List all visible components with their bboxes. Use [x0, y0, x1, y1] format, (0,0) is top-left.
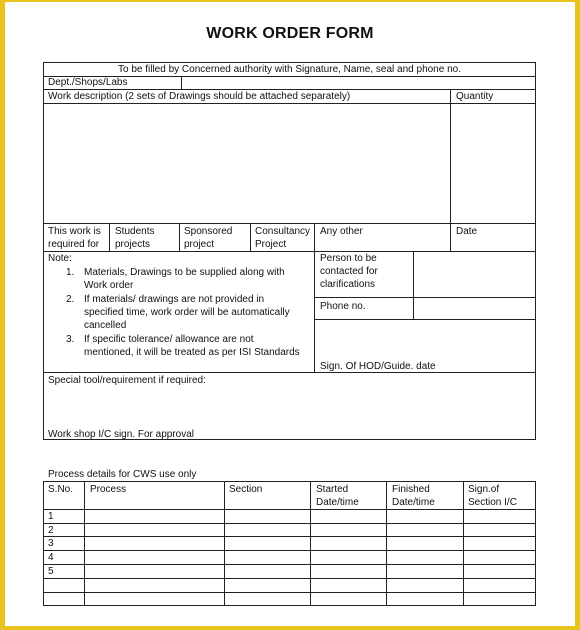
option-consultancy-project: Consultancy Project: [255, 226, 311, 250]
table-row-rule: [43, 481, 536, 482]
option-students-projects: Students projects: [115, 226, 155, 250]
note-item-1: Materials, Drawings to be supplied along with Work order: [84, 267, 285, 291]
rule: [179, 223, 180, 252]
row-number: 2: [48, 525, 54, 536]
table-row-rule: [43, 536, 536, 537]
hod-sign-label: Sign. Of HOD/Guide. date: [320, 361, 436, 372]
rule: [43, 251, 536, 252]
rule: [181, 76, 182, 90]
rule: [250, 223, 251, 252]
table-col-rule: [224, 481, 225, 606]
rule: [109, 223, 110, 252]
table-row-rule: [43, 592, 536, 593]
date-label: Date: [456, 226, 478, 237]
note-item-number: 3.: [66, 334, 75, 345]
rule: [43, 372, 536, 373]
table-row-rule: [43, 509, 536, 510]
table-col-rule: [310, 481, 311, 606]
form-title: WORK ORDER FORM: [206, 25, 374, 42]
note-item-2: If materials/ drawings are not provided in specified time, work order will be automatically cancelled: [84, 294, 290, 331]
rule: [43, 223, 536, 224]
required-for-label: This work is required for: [48, 226, 101, 250]
process-section-label: Process details for CWS use only: [48, 469, 197, 480]
header-note: To be filled by Concerned authority with Signature, Name, seal and phone no.: [118, 64, 461, 75]
rule: [413, 251, 414, 320]
row-number: 1: [48, 511, 54, 522]
rule: [314, 223, 315, 373]
note-item-number: 1.: [66, 267, 75, 278]
row-number: 3: [48, 538, 54, 549]
rule: [314, 319, 536, 320]
column-header-finished: Finished Date/time: [392, 484, 435, 508]
table-col-rule: [84, 481, 85, 606]
table-col-rule: [463, 481, 464, 606]
special-tool-label: Special tool/requirement if required:: [48, 375, 206, 386]
rule: [314, 297, 536, 298]
row-number: 5: [48, 566, 54, 577]
quantity-label: Quantity: [456, 91, 494, 102]
table-col-rule: [386, 481, 387, 606]
table-row-rule: [43, 605, 536, 606]
column-header-process: Process: [90, 484, 127, 495]
column-header-section: Section: [229, 484, 263, 495]
table-col-rule: [43, 481, 44, 606]
contact-person-label: Person to be contacted for clarifications: [320, 253, 378, 290]
work-description-label: Work description (2 sets of Drawings should be attached separately): [48, 91, 351, 102]
dept-label: Dept./Shops/Labs: [48, 77, 128, 88]
table-col-rule: [535, 481, 536, 606]
note-item-number: 2.: [66, 294, 75, 305]
phone-label: Phone no.: [320, 301, 366, 312]
rule: [450, 89, 451, 252]
option-sponsored-project: Sponsored project: [184, 226, 233, 250]
rule: [43, 103, 536, 104]
column-header-started: Started Date/time: [316, 484, 359, 508]
option-any-other: Any other: [320, 226, 363, 237]
note-item-3: If specific tolerance/ allowance are not mentioned, it will be treated as per ISI Standards: [84, 334, 300, 358]
column-header-sno: S.No.: [48, 484, 74, 495]
note-label: Note:: [48, 253, 72, 264]
table-row-rule: [43, 578, 536, 579]
table-row-rule: [43, 550, 536, 551]
column-header-sign: Sign.of Section I/C: [468, 484, 517, 508]
table-row-rule: [43, 564, 536, 565]
workshop-sign-label: Work shop I/C sign. For approval: [48, 429, 194, 440]
row-number: 4: [48, 552, 54, 563]
table-row-rule: [43, 523, 536, 524]
